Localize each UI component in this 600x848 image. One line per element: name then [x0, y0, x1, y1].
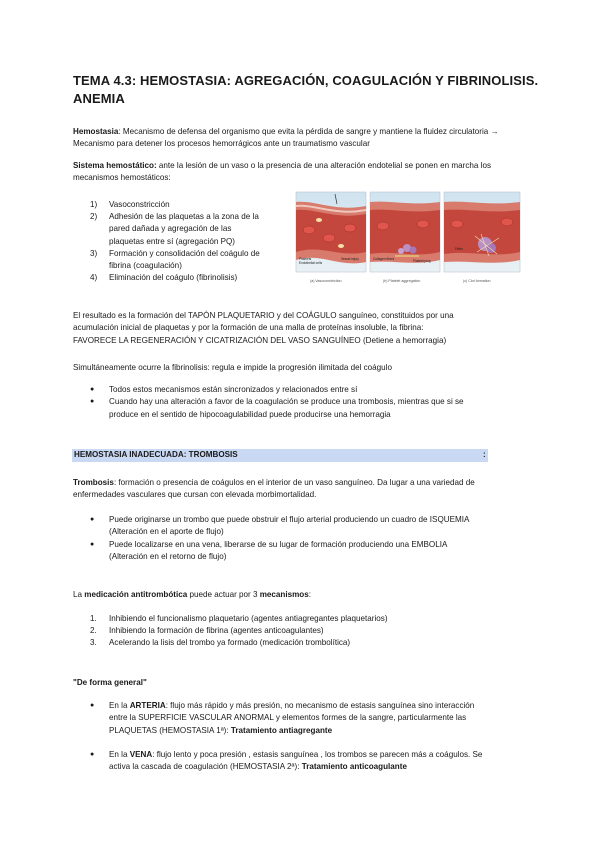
- list-item: [90, 396, 520, 421]
- list-number: 2.: [90, 626, 97, 636]
- bullets-arteria: [90, 700, 520, 737]
- hemostasia-text: : Mecanismo de defensa del organismo que evita la pérdida de sangre y mantiene la fluidez circulatoria → Mecanismo para detener los procesos hemorrágicos ante un traumatismo vascular: [73, 127, 499, 149]
- fibrinolisis-paragraph: Simultáneamente ocurre la fibrinolisis: regula e impide la progresión ilimitada del coágulo: [73, 363, 392, 372]
- resultado-line: acumulación inicial de plaquetas y por la formación de una malla de proteínas insoluble, la fibrina:: [73, 323, 424, 333]
- resultado-paragraph: [73, 310, 543, 347]
- bullet-icon: ●: [90, 516, 95, 523]
- mechanism-text: Adhesión de las plaquetas a la zona de la: [109, 212, 259, 222]
- medicacion-text: La: [73, 590, 85, 599]
- list-item-text: Acelerando la lisis del trombo ya formado (medicación trombolítica): [109, 638, 351, 648]
- list-item-text: En la: [109, 701, 130, 710]
- trombosis-text: : formación o presencia de coágulos en el interior de un vaso sanguíneo. Da lugar a una variedad de: [113, 478, 475, 487]
- hemostasis-figure: [295, 190, 521, 286]
- resultado-line: FAVORECE LA REGENERACIÓN Y CICATRIZACIÓN DEL VASO SANGUÍNEO (Detiene a hemorragia): [73, 335, 447, 345]
- bullet-icon: ●: [90, 398, 95, 406]
- list-item-text: activa la cascada de coagulación (HEMOSTASIA 2ª):: [109, 762, 302, 772]
- list-item-text: entre la SUPERFICIE VASCULAR ANORMAL y elementos formes de la sangre, particularmente las: [109, 713, 467, 723]
- mechanism-text: Formación y consolidación del coágulo de: [109, 248, 260, 258]
- sistema-text: ante la lesión de un vaso o la presencia de una alteración endotelial se ponen en marcha los mecanismos hemostáticos:: [73, 161, 491, 183]
- list-item: [90, 539, 520, 564]
- bullets-vena: [90, 749, 520, 774]
- mechanism-number: 2): [90, 212, 98, 222]
- list-item: [90, 637, 510, 649]
- treatment-label: Tratamiento antiagregante: [230, 725, 333, 735]
- mechanism-item: [90, 211, 290, 248]
- medicacion-text: :: [308, 590, 312, 599]
- section-heading-colon: :: [483, 450, 486, 459]
- figure-label: Fibrin: [455, 247, 463, 251]
- list-item: [90, 700, 520, 737]
- bullets-trombosis: [90, 514, 520, 563]
- list-item: [90, 625, 510, 637]
- figure-label: Endothelial cells: [299, 261, 323, 265]
- general-heading: "De forma general": [73, 678, 147, 687]
- hemostasia-term: Hemostasia: [73, 127, 119, 136]
- trombosis-term: Trombosis: [73, 478, 114, 487]
- arteria-term: ARTERIA: [129, 701, 166, 710]
- list-item-text: (Alteración en el retorno de flujo): [109, 551, 227, 561]
- bullet-icon: ●: [90, 540, 95, 548]
- figure-caption: (c) Clot formation: [463, 279, 491, 283]
- sistema-term: Sistema hemostático:: [73, 161, 157, 170]
- list-item-text: Puede localizarse en una vena, liberarse de su lugar de formación produciendo una EMBOLIA: [109, 539, 448, 549]
- mechanism-number: 3): [90, 248, 98, 258]
- list-item-text: En la: [109, 750, 130, 759]
- list-item-text: Cuando hay una alteración a favor de la coagulación se produce una trombosis, mientras que si se: [109, 397, 464, 407]
- mechanism-text: Eliminación del coágulo (fibrinolisis): [109, 273, 238, 283]
- list-item: [90, 514, 520, 539]
- bullets-coordination: [90, 384, 520, 421]
- figure-panel-clot-formation: [444, 192, 520, 272]
- list-item-text: Inhibiendo el funcionalismo plaquetario (agentes antiagregantes plaquetarios): [109, 614, 388, 623]
- list-number: 3.: [90, 638, 97, 648]
- figure-caption: (b) Platelet aggregation: [383, 279, 421, 283]
- section-heading: HEMOSTASIA INADECUADA: TROMBOSIS: [74, 450, 238, 459]
- medicacion-bold: mecanismos: [259, 590, 309, 599]
- bullet-icon: ●: [90, 702, 95, 709]
- list-item-text: (Alteración en el aporte de flujo): [109, 527, 224, 537]
- mechanisms-list: [90, 199, 290, 284]
- figure-label: Platelet plug: [413, 259, 431, 263]
- mechanism-item: [90, 272, 290, 284]
- figure-caption: (a) Vasoconstriction: [310, 279, 342, 283]
- sistema-paragraph: [73, 160, 528, 185]
- mechanism-text: fibrina (coagulación): [109, 261, 182, 271]
- bullet-icon: ●: [90, 751, 95, 758]
- mechanism-text: pared dañada y agregación de las: [109, 224, 232, 234]
- list-item-text: : flujo más rápido y más presión, no mecanismo de estasis sanguínea sino interacción: [165, 701, 475, 710]
- trombosis-paragraph: [73, 477, 543, 502]
- medicacion-paragraph: [73, 589, 543, 601]
- medicacion-bold: medicación antitrombótica: [84, 590, 188, 599]
- bullet-icon: ●: [90, 386, 95, 393]
- figure-panel-vasoconstriction: [296, 192, 366, 272]
- list-item: [90, 613, 510, 625]
- list-item-text: Inhibiendo la formación de fibrina (agentes anticoagulantes): [109, 626, 324, 636]
- mechanism-item: [90, 248, 290, 272]
- page-title: TEMA 4.3: HEMOSTASIA: AGREGACIÓN, COAGULACIÓN Y FIBRINOLISIS. ANEMIA: [73, 73, 539, 106]
- figure-panel-platelet-aggregation: [370, 192, 440, 272]
- hemostasia-paragraph: [73, 126, 528, 151]
- mechanism-text: plaquetas entre sí (agregación PQ): [109, 236, 235, 246]
- figure-label: Collagen fibers: [373, 257, 395, 261]
- mecanismos-list: [90, 613, 510, 650]
- mechanism-number: 1): [90, 200, 98, 209]
- list-number: 1.: [90, 614, 97, 623]
- figure-label: Platelets: [299, 257, 312, 261]
- treatment-label: Tratamiento anticoagulante: [301, 762, 407, 772]
- mechanism-text: Vasoconstricción: [109, 200, 170, 209]
- list-item-text: : flujo lento y poca presión , estasis sanguínea , los trombos se parecen más a coágulos. Se: [152, 750, 483, 759]
- list-item-text: produce en el sentido de hipocoagulabilidad puede producirse una hemorragia: [109, 409, 391, 419]
- figure-label: Vessel injury: [341, 257, 359, 261]
- resultado-line: El resultado es la formación del TAPÓN PLAQUETARIO y del COÁGULO sanguíneo, constituidos por una: [73, 311, 454, 320]
- list-item: [90, 384, 520, 396]
- list-item-text: Todos estos mecanismos están sincronizados y relacionados entre sí: [109, 385, 358, 394]
- vena-term: VENA: [129, 750, 153, 759]
- list-item-text: Puede originarse un trombo que puede obstruir el flujo arterial produciendo un cuadro de ISQUEMIA: [109, 515, 470, 524]
- mechanism-item: [90, 199, 290, 211]
- mechanism-number: 4): [90, 273, 98, 283]
- trombosis-text: enfermedades vasculares que cursan con elevada morbimortalidad.: [73, 490, 317, 500]
- list-item: [90, 749, 520, 774]
- list-item-text: PLAQUETAS (HEMOSTASIA 1ª):: [109, 725, 231, 735]
- medicacion-text: puede actuar por 3: [187, 590, 260, 599]
